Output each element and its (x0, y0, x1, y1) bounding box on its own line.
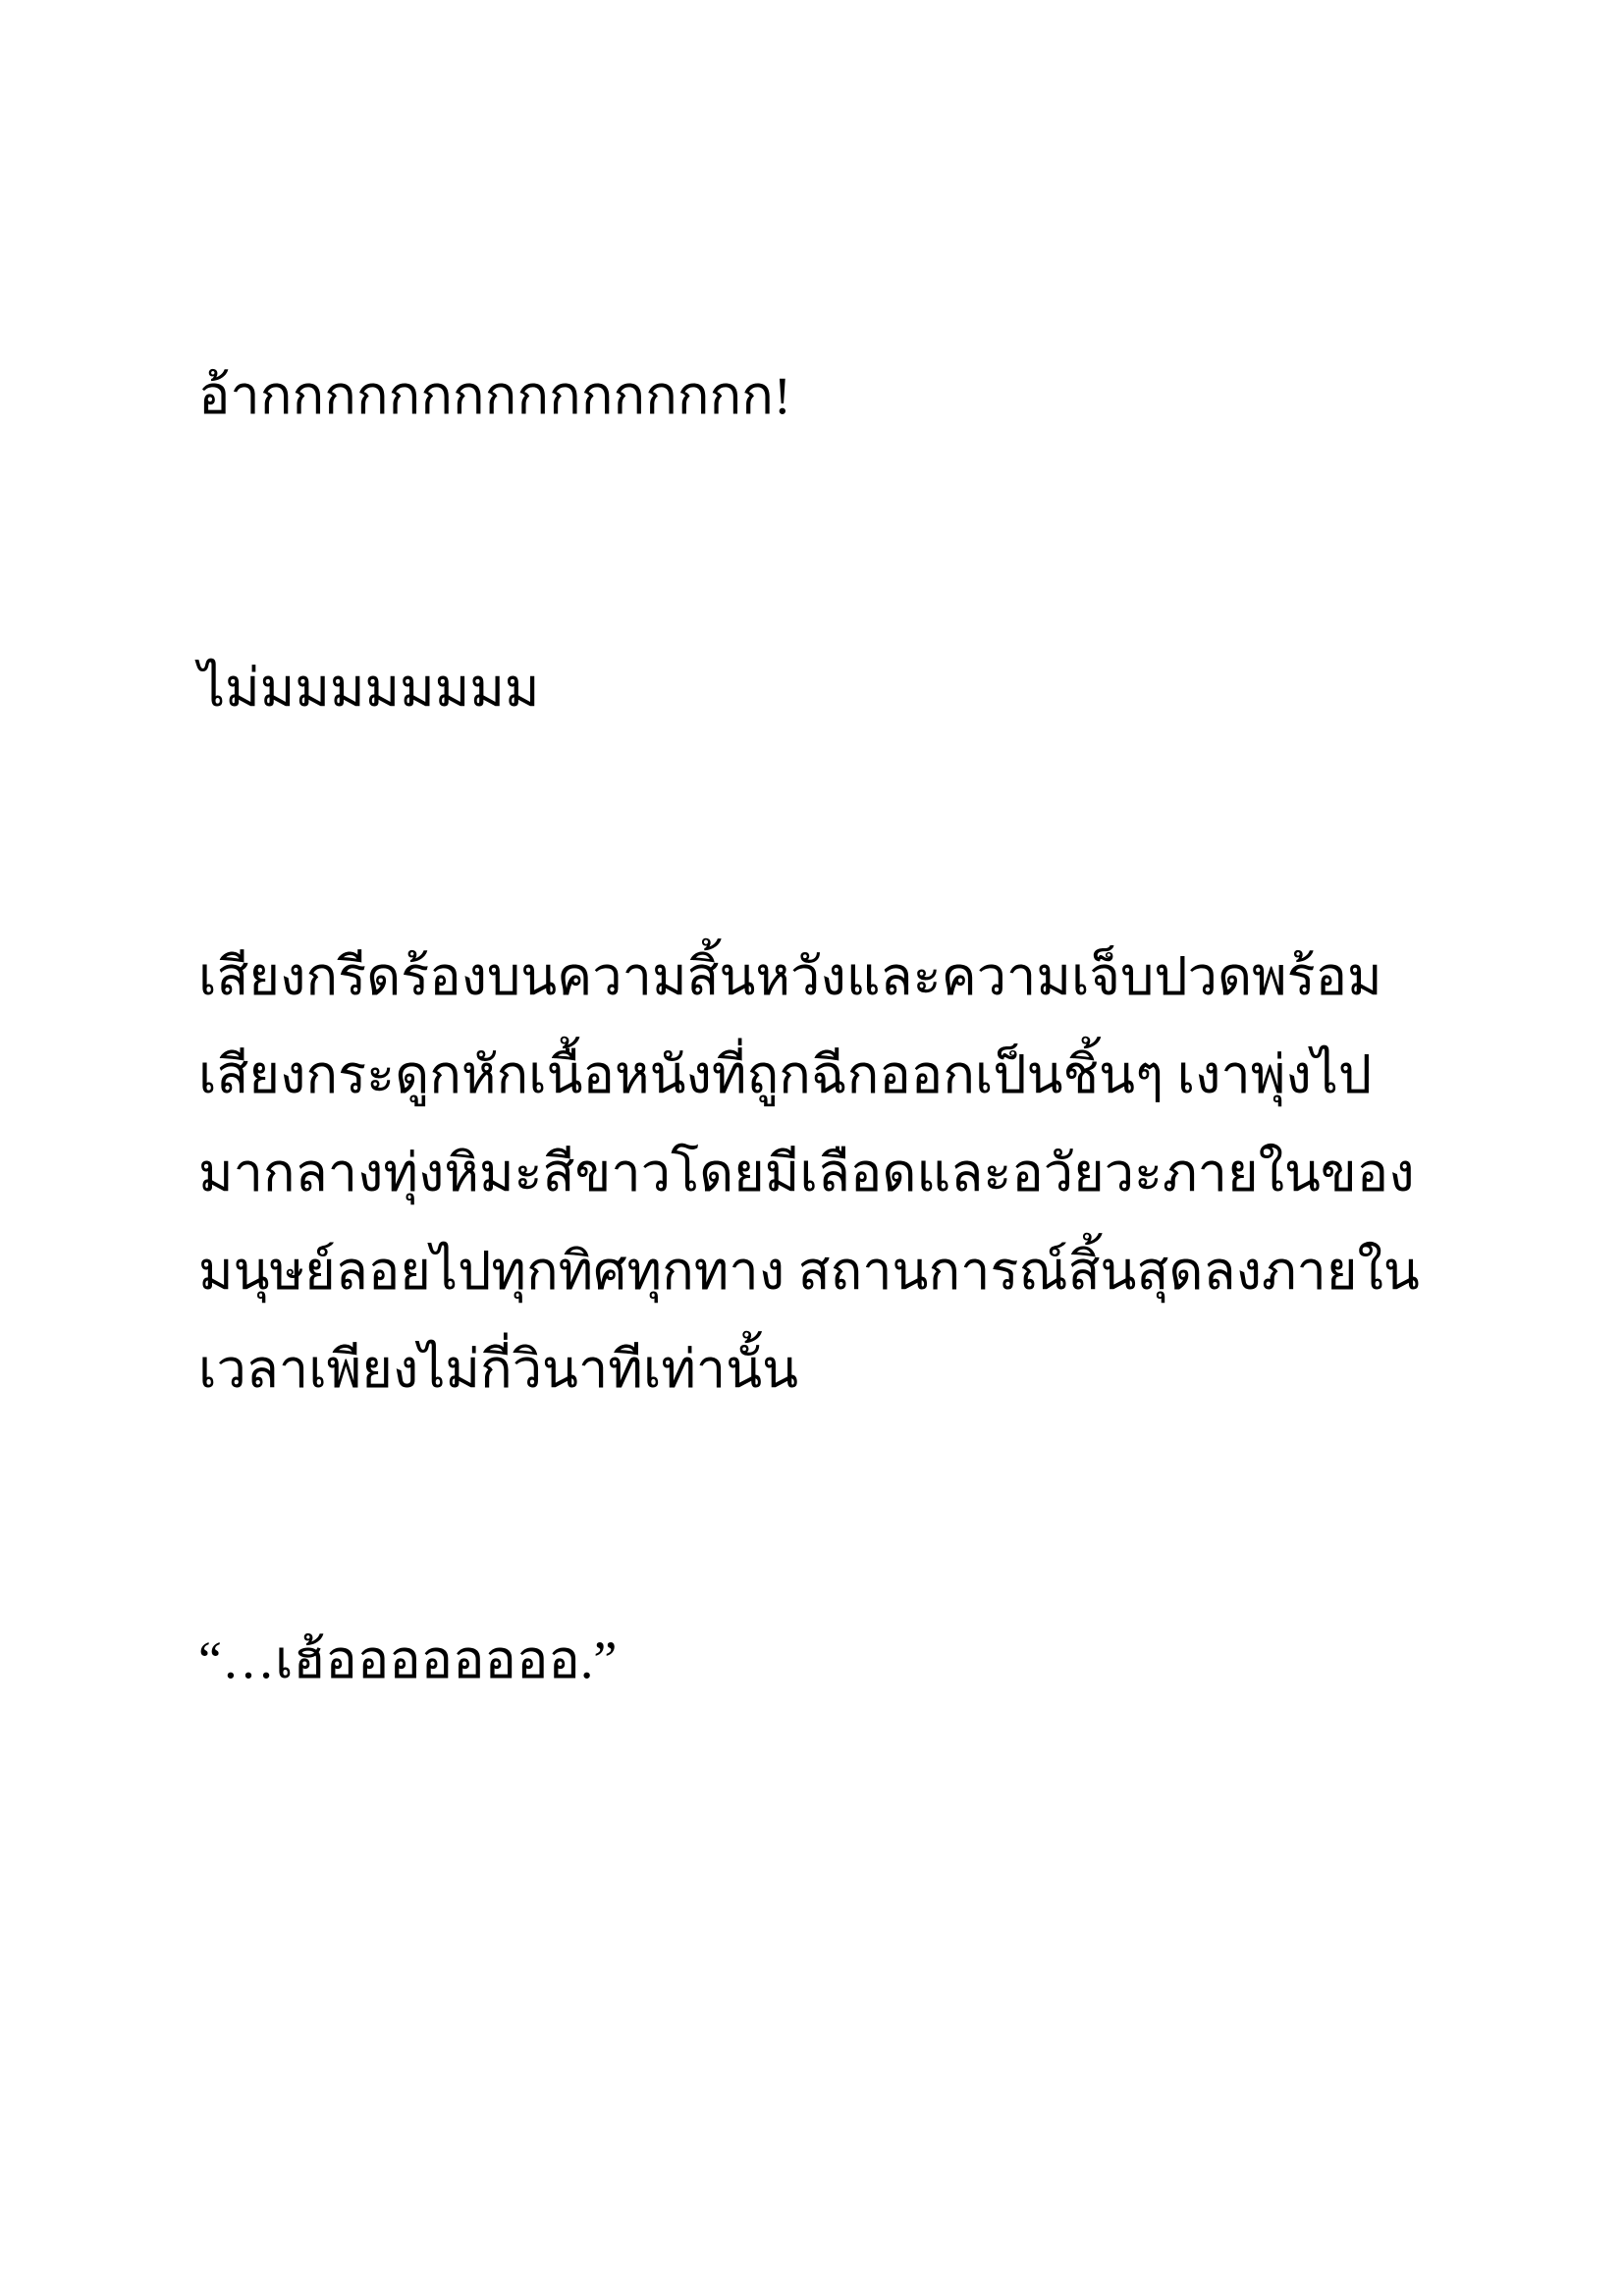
dialogue-sigh: “…เฮ้ออออออออ.” (198, 1630, 618, 1689)
paragraph-line: มนุษย์ลอยไปทุกทิศทุกทาง สถานการณ์สิ้นสุดลงภายใน (198, 1242, 1420, 1301)
exclamation-no: ไม่มมมมมมมม (198, 659, 540, 718)
paragraph-line: เสียงกระดูกหักเนื้อหนังที่ถูกฉีกออกเป็นชิ้นๆ เงาพุ่งไป (198, 1045, 1373, 1104)
exclamation-scream: อ้ากกกกกกกกกกกกกกกก! (198, 366, 791, 425)
paragraph-line: เวลาเพียงไม่กี่วินาทีเท่านั้น (198, 1340, 799, 1399)
paragraph-line: เสียงกรีดร้องบนความสิ้นหวังและความเจ็บปวดพร้อม (198, 947, 1382, 1006)
paragraph-line: มากลางทุ่งหิมะสีขาวโดยมีเลือดและอวัยวะภายในของ (198, 1144, 1415, 1202)
